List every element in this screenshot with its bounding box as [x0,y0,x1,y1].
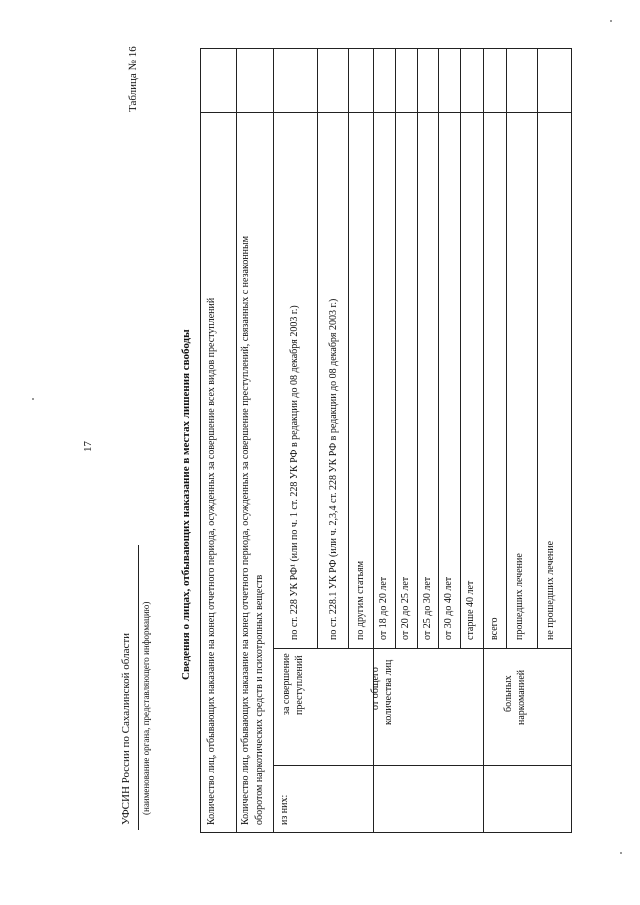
addicts-group-header-1: больных [503,675,514,712]
row-age-25-30-label: от 25 до 30 лет [422,576,433,640]
scan-speck [620,852,622,854]
row-not-treated-label: не прошедших лечение [545,540,556,640]
row-treated-label: прошедших лечение [514,553,525,640]
age-group-header-1: от общего [370,667,381,710]
table-border-bottom [200,832,572,833]
row-art228-label: по ст. 228 УК РФ¹ (или по ч. 1 ст. 228 УК РФ в редакции до 08 декабря 2003 г.) [289,305,300,640]
table-label: Таблица № 16 [127,46,139,112]
page-number: 17 [82,441,94,452]
organ-caption: (наименование органа, представляющего информацию) [141,601,151,815]
crimes-group-header-2: преступлений [294,655,305,715]
crimes-group-header-1: за совершение [281,653,292,715]
row-age-40-label: старше 40 лет [465,580,476,640]
organ-name: УФСИН России по Сахалинской области [120,632,132,825]
row-drug-label-line1: Количество лиц, отбывающих наказание на конец отчетного периода, осужденных за совершение преступлений, связанных с незаконным [240,235,251,825]
row-art228-1-label: по ст. 228.1 УК РФ (или ч. 2,3,4 ст. 228 УК РФ в редакции до 08 декабря 2003 г.) [328,298,339,640]
row-age-20-25-label: от 20 до 25 лет [400,576,411,640]
row-other-articles-label: по другим статьям [355,560,366,640]
table-border-top [200,48,572,49]
scan-speck [32,398,34,400]
age-group-header-2: количества лиц [383,659,394,725]
row-drug-label-line2: оборотом наркотических средств и психотропных веществ [254,574,265,825]
row-age-18-20-label: от 18 до 20 лет [378,576,389,640]
of-them-label: из них: [279,794,290,825]
row-total-label: Количество лиц, отбывающих наказание на конец отчетного периода, осужденных за совершение всех видов преступлений [206,297,217,825]
scan-speck [610,20,612,22]
row-age-30-40-label: от 30 до 40 лет [443,576,454,640]
table-title: Сведения о лицах, отбывающих наказание в местах лишения свободы [180,329,192,680]
row-addicts-total-label: всего [489,617,500,640]
organ-underline [138,545,139,830]
addicts-group-header-2: наркоманией [516,669,527,725]
